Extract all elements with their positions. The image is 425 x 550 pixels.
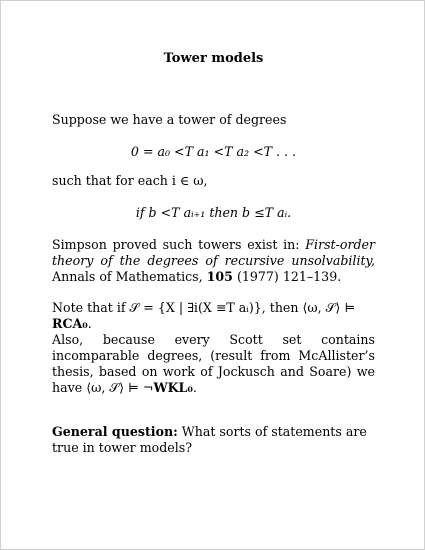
equation-tower: 0 = a₀ <T a₁ <T a₂ <T . . .: [130, 144, 297, 159]
simpson-text-post: Annals of Mathematics,: [52, 269, 207, 284]
simpson-text-pre: Simpson proved such towers exist in:: [52, 237, 306, 252]
paragraph-general-question: [52, 424, 375, 456]
paragraph-simpson: [52, 237, 375, 285]
simpson-volume: 105: [206, 269, 233, 284]
paragraph-wkl0: [52, 332, 375, 396]
wkl0-text-post: .: [192, 380, 197, 395]
paragraph-condition: such that for each i ∈ ω,: [52, 173, 208, 188]
paragraph-intro: Suppose we have a tower of degrees: [52, 112, 287, 127]
rca0-text-pre: Note that if 𝒮 = {X | ∃i(X ≡T aᵢ)}, then ⟨ω, 𝒮⟩ ⊨: [52, 300, 356, 315]
page-title: Tower models: [163, 51, 264, 66]
simpson-paper-title: First-order theory of the degrees of recursive unsolvability,: [52, 237, 375, 268]
simpson-text-tail: (1977) 121–139.: [232, 269, 342, 284]
paragraph-rca0: [52, 300, 392, 332]
general-question-label: General question:: [52, 424, 178, 439]
general-question-text: What sorts of statements are true in tower models?: [52, 424, 367, 455]
rca0-text-post: .: [87, 316, 92, 331]
wkl0-text-pre: Also, because every Scott set contains incomparable degrees, (result from McAllister’s thesis, based on work of Jockusch and Soare) we have ⟨ω, 𝒮⟩ ⊨ ¬: [52, 332, 375, 395]
rca0-system: RCA₀: [52, 316, 88, 331]
wkl0-system: WKL₀: [153, 380, 193, 395]
equation-condition: if b <T aᵢ₊₁ then b ≤T aᵢ.: [135, 205, 292, 220]
